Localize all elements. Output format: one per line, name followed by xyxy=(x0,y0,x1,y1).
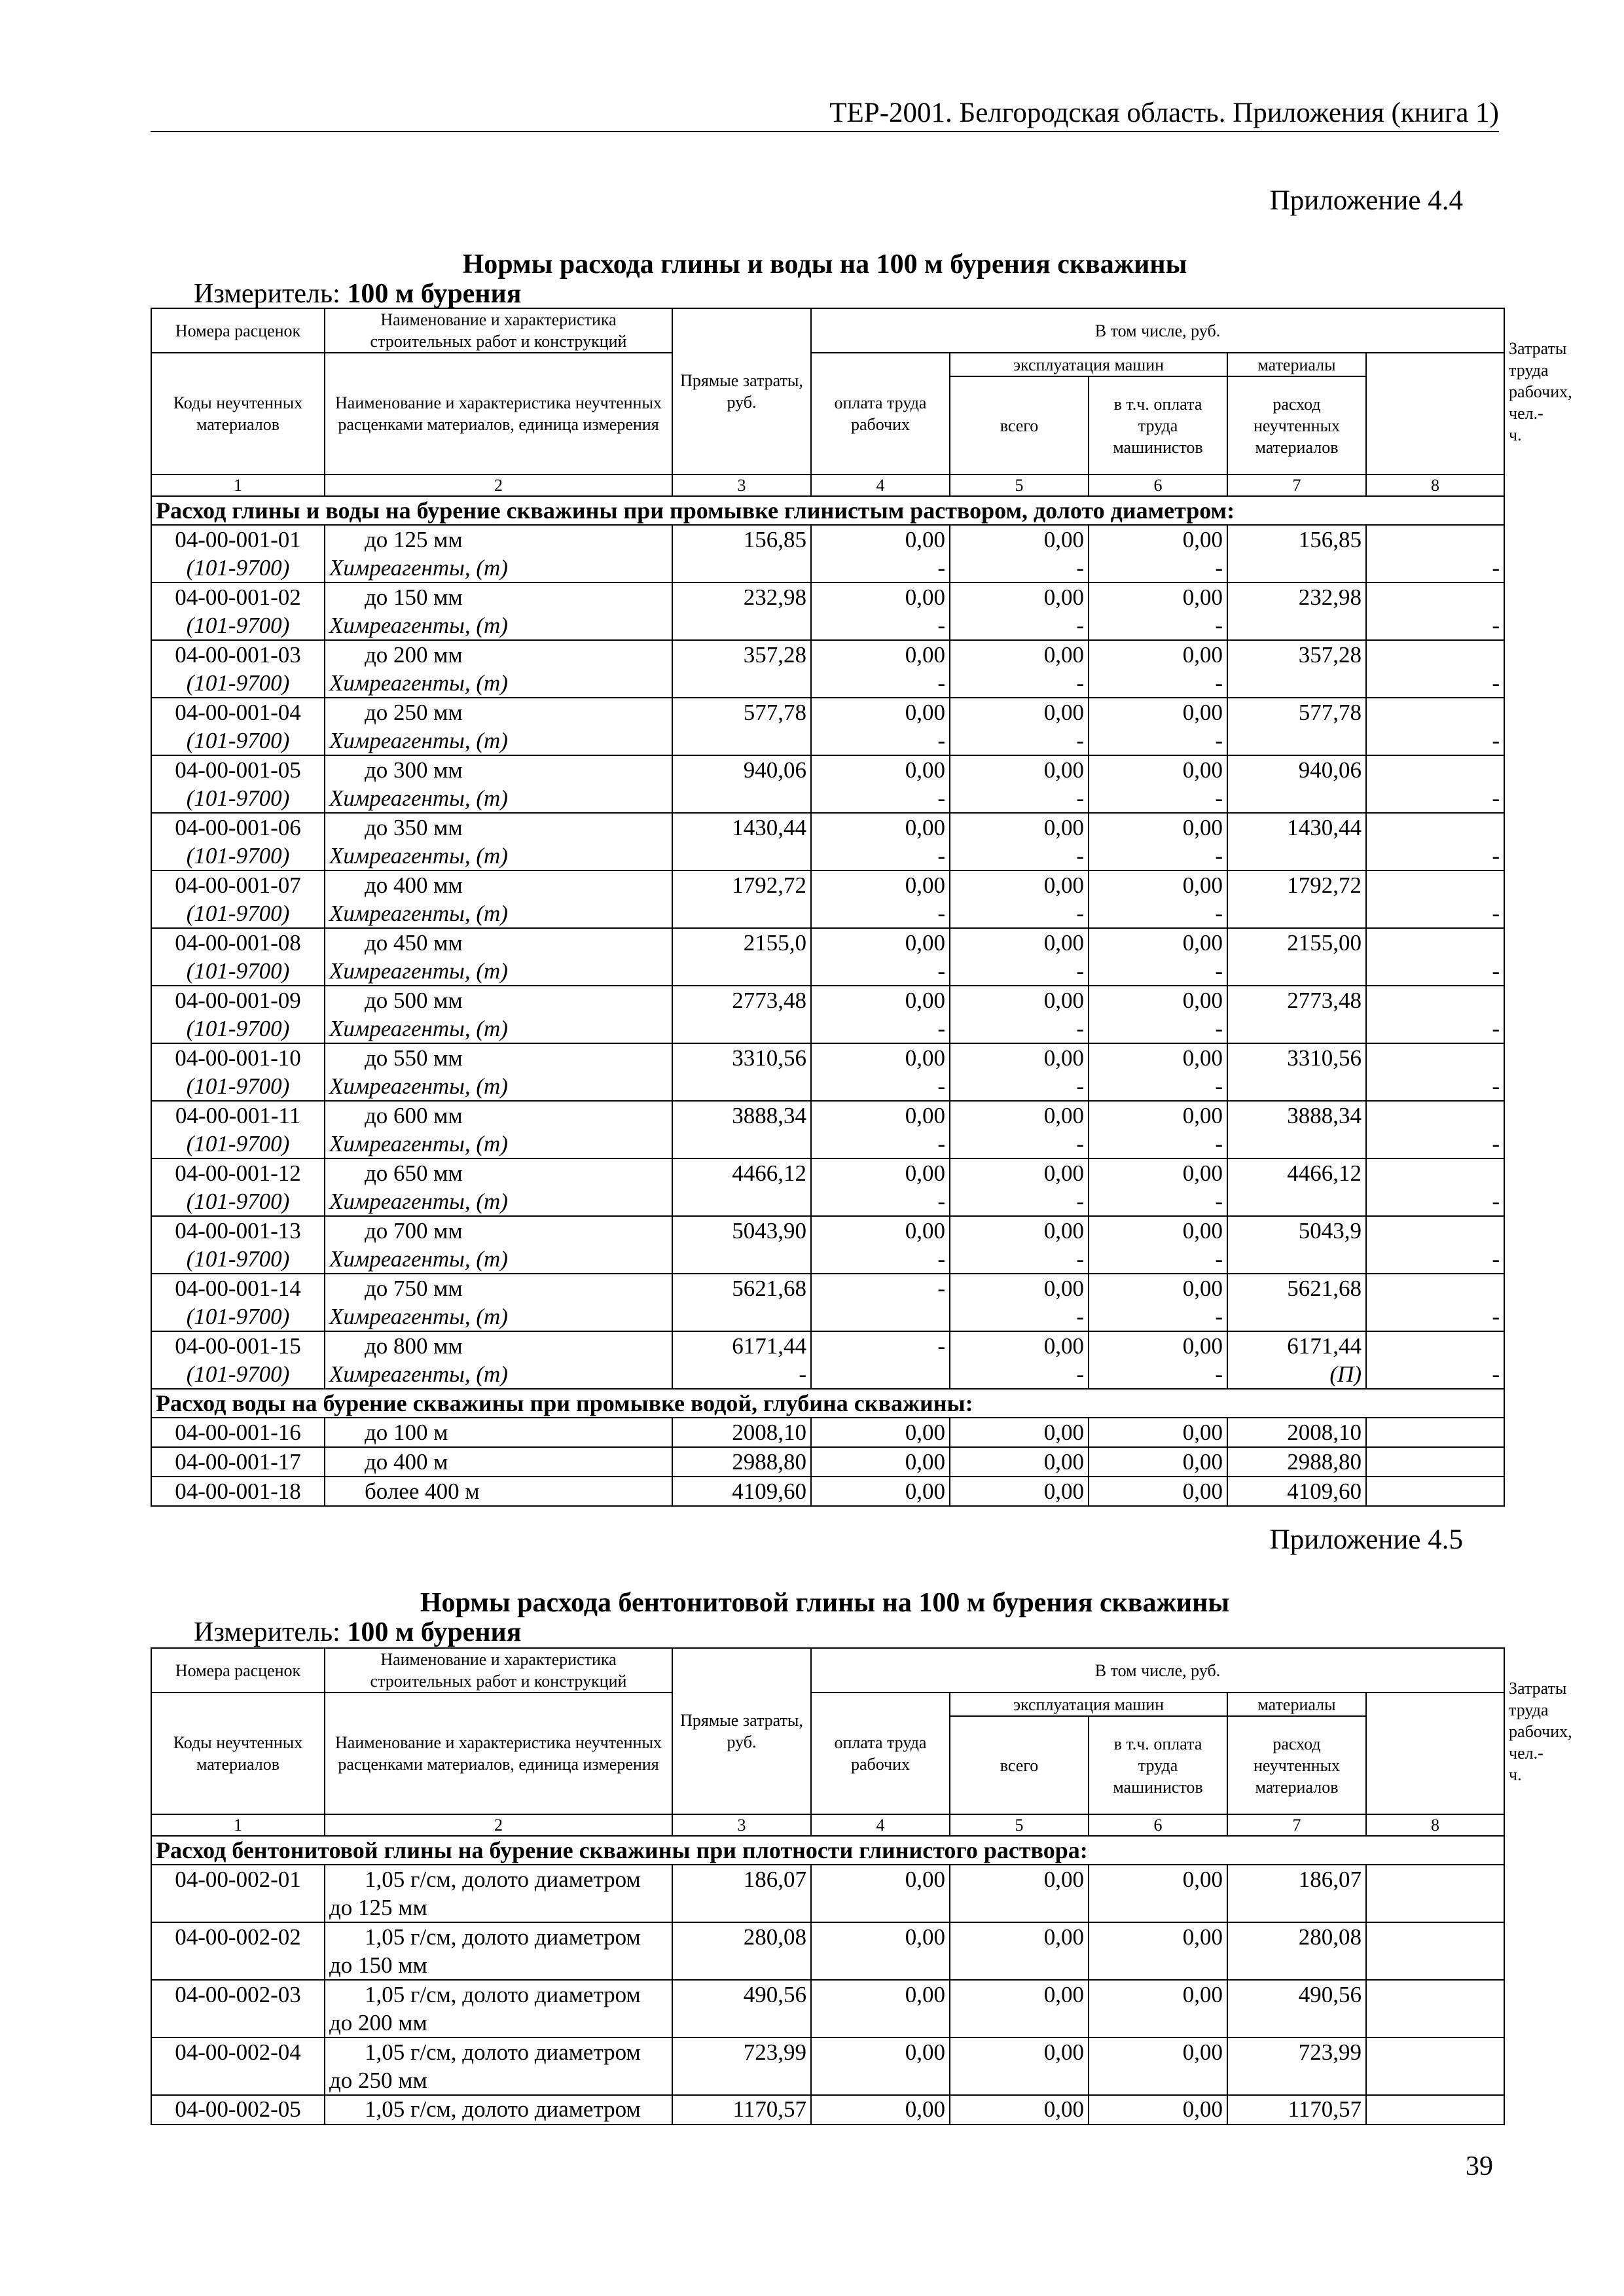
col-head-codes: Коды неучтенных материалов xyxy=(151,1693,325,1814)
materials: 6171,44 (П) xyxy=(1227,1331,1366,1389)
col-head-direct: Прямые затраты, руб. xyxy=(672,308,811,475)
rate-code: 04-00-001-02 (101-9700) xyxy=(151,583,325,640)
labor-hours xyxy=(1366,2095,1504,2125)
labor-hours: - xyxy=(1366,1216,1504,1274)
table-row xyxy=(151,1922,1504,1980)
column-number: 5 xyxy=(950,475,1089,496)
labor-pay: 0,00 - xyxy=(811,583,950,640)
col-head-incl: В том числе, руб. xyxy=(811,1648,1504,1693)
materials: 4466,12 xyxy=(1227,1158,1366,1216)
direct-cost: 940,06 xyxy=(672,755,811,813)
section-row xyxy=(151,1389,1504,1418)
rate-name: до 700 мм Химреагенты, (т) xyxy=(325,1216,672,1274)
materials: 186,07 xyxy=(1227,1865,1366,1922)
direct-cost: 357,28 xyxy=(672,640,811,698)
rate-name: до 200 мм Химреагенты, (т) xyxy=(325,640,672,698)
column-number: 3 xyxy=(672,1814,811,1836)
rate-code: 04-00-001-11 (101-9700) xyxy=(151,1101,325,1158)
labor-pay: 0,00 - xyxy=(811,640,950,698)
labor-pay: 0,00 - xyxy=(811,698,950,755)
col-head-incl-mach: в т.ч. оплата труда машинистов xyxy=(1089,376,1227,475)
direct-cost: 3888,34 xyxy=(672,1101,811,1158)
machinists-pay: 0,00 - xyxy=(1089,1216,1227,1274)
materials: 4109,60 xyxy=(1227,1477,1366,1506)
table-row xyxy=(151,986,1504,1043)
materials: 577,78 xyxy=(1227,698,1366,755)
direct-cost: 1792,72 xyxy=(672,870,811,928)
table-row xyxy=(151,1447,1504,1477)
col-head-name: Наименование и характеристика строительных работ и конструкций xyxy=(325,308,672,353)
rate-code: 04-00-001-05 (101-9700) xyxy=(151,755,325,813)
table-row xyxy=(151,1101,1504,1158)
rate-name: до 150 мм Химреагенты, (т) xyxy=(325,583,672,640)
labor-pay: 0,00 xyxy=(811,1980,950,2037)
machines-all: 0,00 xyxy=(950,1865,1089,1922)
direct-cost: 1170,57 xyxy=(672,2095,811,2125)
labor-pay: 0,00 - xyxy=(811,986,950,1043)
column-number: 4 xyxy=(811,1814,950,1836)
col-head-incl: В том числе, руб. xyxy=(811,308,1504,353)
col-head-cons: расход неучтенных материалов xyxy=(1227,1716,1366,1814)
rate-name: до 400 м xyxy=(325,1447,672,1477)
rate-code: 04-00-001-07 (101-9700) xyxy=(151,870,325,928)
materials: 1430,44 xyxy=(1227,813,1366,870)
machines-all: 0,00 xyxy=(950,1418,1089,1447)
machines-all: 0,00 - xyxy=(950,1158,1089,1216)
machines-all: 0,00 - xyxy=(950,1274,1089,1331)
rate-code: 04-00-001-14 (101-9700) xyxy=(151,1274,325,1331)
rate-code: 04-00-001-06 (101-9700) xyxy=(151,813,325,870)
materials: 940,06 xyxy=(1227,755,1366,813)
column-number: 1 xyxy=(151,1814,325,1836)
direct-cost: 2155,0 xyxy=(672,928,811,986)
machinists-pay: 0,00 - xyxy=(1089,928,1227,986)
machinists-pay: 0,00 - xyxy=(1089,1158,1227,1216)
machinists-pay: 0,00 - xyxy=(1089,1043,1227,1101)
machinists-pay: 0,00 xyxy=(1089,1922,1227,1980)
labor-pay: 0,00 xyxy=(811,2037,950,2095)
col-head-cons: расход неучтенных материалов xyxy=(1227,376,1366,475)
machines-all: 0,00 - xyxy=(950,583,1089,640)
direct-cost: 1430,44 xyxy=(672,813,811,870)
machinists-pay: 0,00 - xyxy=(1089,1101,1227,1158)
labor-hours: - xyxy=(1366,698,1504,755)
table-row xyxy=(151,1865,1504,1922)
direct-cost: 2008,10 xyxy=(672,1418,811,1447)
col-head-incl-mach: в т.ч. оплата труда машинистов xyxy=(1089,1716,1227,1814)
labor-hours: - xyxy=(1366,755,1504,813)
machines-all: 0,00 xyxy=(950,2037,1089,2095)
rate-code: 04-00-001-15 (101-9700) xyxy=(151,1331,325,1389)
rate-code: 04-00-002-01 xyxy=(151,1865,325,1922)
section-title: Расход бентонитовой глины на бурение скважины при плотности глинистого раствора: xyxy=(151,1836,1504,1865)
header-row: Номера расценок Наименование и характеристика строительных работ и конструкций Прямые затраты, руб. В том числе, руб. Затраты труда рабочих, чел.-ч. xyxy=(151,308,1504,353)
table-row xyxy=(151,2095,1504,2125)
norms-table-4-4 xyxy=(151,308,1572,1507)
labor-hours: - xyxy=(1366,870,1504,928)
machinists-pay: 0,00 - xyxy=(1089,986,1227,1043)
col-head-all: всего xyxy=(950,376,1089,475)
labor-hours: - xyxy=(1366,928,1504,986)
machines-all: 0,00 - xyxy=(950,1101,1089,1158)
rate-code: 04-00-001-18 xyxy=(151,1477,325,1506)
rate-name: до 400 мм Химреагенты, (т) xyxy=(325,870,672,928)
direct-cost: 4109,60 xyxy=(672,1477,811,1506)
machines-all: 0,00 - xyxy=(950,1043,1089,1101)
rate-name: до 650 мм Химреагенты, (т) xyxy=(325,1158,672,1216)
rate-name: до 100 м xyxy=(325,1418,672,1447)
measure-unit: Измеритель: 100 м бурения xyxy=(194,1617,522,1647)
labor-hours xyxy=(1366,1447,1504,1477)
labor-pay: 0,00 - xyxy=(811,525,950,583)
machinists-pay: 0,00 xyxy=(1089,1865,1227,1922)
labor-hours: - xyxy=(1366,1274,1504,1331)
materials: 3888,34 xyxy=(1227,1101,1366,1158)
col-head-name2: Наименование и характеристика неучтенных расценками материалов, единица измерения xyxy=(325,1693,672,1814)
column-number: 7 xyxy=(1227,1814,1366,1836)
table-row xyxy=(151,1216,1504,1274)
direct-cost: 3310,56 xyxy=(672,1043,811,1101)
labor-hours: - xyxy=(1366,640,1504,698)
col-head-num: Номера расценок xyxy=(151,308,325,353)
materials: 1792,72 xyxy=(1227,870,1366,928)
labor-hours: - xyxy=(1366,583,1504,640)
table-row xyxy=(151,813,1504,870)
machinists-pay: 0,00 xyxy=(1089,1477,1227,1506)
materials: 2773,48 xyxy=(1227,986,1366,1043)
column-number: 6 xyxy=(1089,475,1227,496)
column-number: 1 xyxy=(151,475,325,496)
direct-cost: 5043,90 xyxy=(672,1216,811,1274)
rate-name: 1,05 г/см, долото диаметром до 200 мм xyxy=(325,1980,672,2037)
table-row xyxy=(151,1331,1504,1389)
col-head-exp: эксплуатация машин xyxy=(950,353,1227,376)
column-number: 2 xyxy=(325,475,672,496)
machinists-pay: 0,00 - xyxy=(1089,640,1227,698)
machinists-pay: 0,00 - xyxy=(1089,870,1227,928)
col-head-codes: Коды неучтенных материалов xyxy=(151,353,325,475)
appendix-label: Приложение 4.4 xyxy=(1269,185,1463,216)
rate-code: 04-00-001-10 (101-9700) xyxy=(151,1043,325,1101)
direct-cost: 490,56 xyxy=(672,1980,811,2037)
table-row xyxy=(151,928,1504,986)
machinists-pay: 0,00 xyxy=(1089,1418,1227,1447)
rate-code: 04-00-001-03 (101-9700) xyxy=(151,640,325,698)
materials: 232,98 xyxy=(1227,583,1366,640)
rate-code: 04-00-001-04 (101-9700) xyxy=(151,698,325,755)
rate-name: до 350 мм Химреагенты, (т) xyxy=(325,813,672,870)
table-row xyxy=(151,583,1504,640)
col-head-exp: эксплуатация машин xyxy=(950,1693,1227,1716)
rate-code: 04-00-001-17 xyxy=(151,1447,325,1477)
rate-code: 04-00-001-09 (101-9700) xyxy=(151,986,325,1043)
labor-pay: 0,00 - xyxy=(811,928,950,986)
rate-code: 04-00-001-12 (101-9700) xyxy=(151,1158,325,1216)
column-number: 8 xyxy=(1366,1814,1504,1836)
rate-code: 04-00-001-01 (101-9700) xyxy=(151,525,325,583)
col-head-pay: оплата труда рабочих xyxy=(811,353,950,475)
column-numbers xyxy=(151,1814,1504,1836)
col-head-direct: Прямые затраты, руб. xyxy=(672,1648,811,1814)
machinists-pay: 0,00 xyxy=(1089,2037,1227,2095)
table-row xyxy=(151,755,1504,813)
rate-name: 1,05 г/см, долото диаметром xyxy=(325,2095,672,2125)
rate-name: более 400 м xyxy=(325,1477,672,1506)
labor-hours xyxy=(1366,2037,1504,2095)
materials: 156,85 xyxy=(1227,525,1366,583)
col-head-pay: оплата труда рабочих xyxy=(811,1693,950,1814)
materials: 1170,57 xyxy=(1227,2095,1366,2125)
labor-hours: - xyxy=(1366,525,1504,583)
measure-unit: Измеритель: 100 м бурения xyxy=(194,279,522,309)
direct-cost: 186,07 xyxy=(672,1865,811,1922)
machines-all: 0,00 - xyxy=(950,1331,1089,1389)
rate-name: 1,05 г/см, долото диаметром до 125 мм xyxy=(325,1865,672,1922)
labor-hours xyxy=(1366,1980,1504,2037)
direct-cost: 6171,44 - xyxy=(672,1331,811,1389)
rate-name: 1,05 г/см, долото диаметром до 250 мм xyxy=(325,2037,672,2095)
column-number: 6 xyxy=(1089,1814,1227,1836)
rate-code: 04-00-001-16 xyxy=(151,1418,325,1447)
labor-pay: 0,00 - xyxy=(811,1101,950,1158)
section-row xyxy=(151,496,1504,525)
table-row xyxy=(151,870,1504,928)
materials: 2155,00 xyxy=(1227,928,1366,986)
materials: 490,56 xyxy=(1227,1980,1366,2037)
labor-pay: 0,00 xyxy=(811,2095,950,2125)
rate-name: до 500 мм Химреагенты, (т) xyxy=(325,986,672,1043)
rate-code: 04-00-002-02 xyxy=(151,1922,325,1980)
labor-hours xyxy=(1366,1418,1504,1447)
labor-hours: - xyxy=(1366,1331,1504,1389)
labor-pay: 0,00 xyxy=(811,1477,950,1506)
column-number: 8 xyxy=(1366,475,1504,496)
rate-name: до 125 мм Химреагенты, (т) xyxy=(325,525,672,583)
column-number: 5 xyxy=(950,1814,1089,1836)
materials: 280,08 xyxy=(1227,1922,1366,1980)
table-title: Нормы расхода глины и воды на 100 м бурения скважины xyxy=(462,249,1187,279)
labor-pay: 0,00 - xyxy=(811,870,950,928)
page-number: 39 xyxy=(1466,2151,1493,2181)
materials: 357,28 xyxy=(1227,640,1366,698)
section-title: Расход глины и воды на бурение скважины при промывке глинистым раствором, долото диаметром: xyxy=(151,496,1504,525)
machines-all: 0,00 xyxy=(950,2095,1089,2125)
labor-hours: - xyxy=(1366,986,1504,1043)
machines-all: 0,00 xyxy=(950,1922,1089,1980)
table-title: Нормы расхода бентонитовой глины на 100 м бурения скважины xyxy=(420,1588,1230,1618)
direct-cost: 723,99 xyxy=(672,2037,811,2095)
materials: 2988,80 xyxy=(1227,1447,1366,1477)
labor-pay: 0,00 - xyxy=(811,1216,950,1274)
rate-name: до 250 мм Химреагенты, (т) xyxy=(325,698,672,755)
materials: 2008,10 xyxy=(1227,1418,1366,1447)
column-number: 4 xyxy=(811,475,950,496)
col-head-all: всего xyxy=(950,1716,1089,1814)
direct-cost: 280,08 xyxy=(672,1922,811,1980)
rate-name: до 450 мм Химреагенты, (т) xyxy=(325,928,672,986)
rate-code: 04-00-001-08 (101-9700) xyxy=(151,928,325,986)
rate-code: 04-00-002-04 xyxy=(151,2037,325,2095)
norms-table-4-5 xyxy=(151,1647,1572,2125)
direct-cost: 4466,12 xyxy=(672,1158,811,1216)
rate-code: 04-00-001-13 (101-9700) xyxy=(151,1216,325,1274)
direct-cost: 232,98 xyxy=(672,583,811,640)
labor-hours xyxy=(1366,1477,1504,1506)
machines-all: 0,00 - xyxy=(950,755,1089,813)
machinists-pay: 0,00 - xyxy=(1089,525,1227,583)
labor-hours xyxy=(1366,1865,1504,1922)
running-header: ТЕР-2001. Белгородская область. Приложения (книга 1) xyxy=(829,98,1499,128)
labor-pay: 0,00 xyxy=(811,1447,950,1477)
machines-all: 0,00 - xyxy=(950,640,1089,698)
rate-code: 04-00-002-03 xyxy=(151,1980,325,2037)
table-row xyxy=(151,2037,1504,2095)
labor-pay: - xyxy=(811,1331,950,1389)
labor-pay: 0,00 xyxy=(811,1418,950,1447)
rate-name: до 550 мм Химреагенты, (т) xyxy=(325,1043,672,1101)
labor-pay: - xyxy=(811,1274,950,1331)
machines-all: 0,00 - xyxy=(950,986,1089,1043)
machines-all: 0,00 xyxy=(950,1477,1089,1506)
column-number: 2 xyxy=(325,1814,672,1836)
machines-all: 0,00 - xyxy=(950,525,1089,583)
direct-cost: 5621,68 xyxy=(672,1274,811,1331)
machinists-pay: 0,00 - xyxy=(1089,813,1227,870)
direct-cost: 577,78 xyxy=(672,698,811,755)
materials: 5621,68 xyxy=(1227,1274,1366,1331)
table-row xyxy=(151,640,1504,698)
machinists-pay: 0,00 xyxy=(1089,1980,1227,2037)
table-row xyxy=(151,1158,1504,1216)
machinists-pay: 0,00 - xyxy=(1089,1274,1227,1331)
col-head-mat: материалы xyxy=(1227,353,1366,376)
machinists-pay: 0,00 - xyxy=(1089,1331,1227,1389)
machinists-pay: 0,00 - xyxy=(1089,583,1227,640)
direct-cost: 2988,80 xyxy=(672,1447,811,1477)
machinists-pay: 0,00 xyxy=(1089,1447,1227,1477)
labor-pay: 0,00 xyxy=(811,1865,950,1922)
table-row xyxy=(151,698,1504,755)
materials: 3310,56 xyxy=(1227,1043,1366,1101)
rate-name: до 800 мм Химреагенты, (т) xyxy=(325,1331,672,1389)
machinists-pay: 0,00 - xyxy=(1089,755,1227,813)
table-row xyxy=(151,1980,1504,2037)
col-head-name: Наименование и характеристика строительных работ и конструкций xyxy=(325,1648,672,1693)
machines-all: 0,00 xyxy=(950,1447,1089,1477)
rate-name: до 750 мм Химреагенты, (т) xyxy=(325,1274,672,1331)
labor-hours: - xyxy=(1366,1043,1504,1101)
machines-all: 0,00 xyxy=(950,1980,1089,2037)
table-row xyxy=(151,1418,1504,1447)
section-title: Расход воды на бурение скважины при промывке водой, глубина скважины: xyxy=(151,1389,1504,1418)
column-numbers xyxy=(151,475,1504,496)
section-row xyxy=(151,1836,1504,1865)
machines-all: 0,00 - xyxy=(950,928,1089,986)
rate-name: 1,05 г/см, долото диаметром до 150 мм xyxy=(325,1922,672,1980)
materials: 5043,9 xyxy=(1227,1216,1366,1274)
column-number: 3 xyxy=(672,475,811,496)
machines-all: 0,00 - xyxy=(950,698,1089,755)
appendix-label: Приложение 4.5 xyxy=(1269,1524,1463,1555)
column-number: 7 xyxy=(1227,475,1366,496)
machines-all: 0,00 - xyxy=(950,1216,1089,1274)
machinists-pay: 0,00 xyxy=(1089,2095,1227,2125)
table-row xyxy=(151,1477,1504,1506)
labor-hours xyxy=(1366,1922,1504,1980)
machines-all: 0,00 - xyxy=(950,870,1089,928)
labor-pay: 0,00 - xyxy=(811,1043,950,1101)
labor-hours: - xyxy=(1366,1101,1504,1158)
labor-pay: 0,00 - xyxy=(811,755,950,813)
labor-pay: 0,00 xyxy=(811,1922,950,1980)
labor-pay: 0,00 - xyxy=(811,813,950,870)
header-row: Номера расценок Наименование и характеристика строительных работ и конструкций Прямые затраты, руб. В том числе, руб. Затраты труда рабочих, чел.-ч. xyxy=(151,1648,1504,1693)
labor-pay: 0,00 - xyxy=(811,1158,950,1216)
labor-hours: - xyxy=(1366,813,1504,870)
header-rule xyxy=(151,131,1499,132)
rate-code: 04-00-002-05 xyxy=(151,2095,325,2125)
rate-name: до 300 мм Химреагенты, (т) xyxy=(325,755,672,813)
col-head-mat: материалы xyxy=(1227,1693,1366,1716)
labor-hours: - xyxy=(1366,1158,1504,1216)
col-head-num: Номера расценок xyxy=(151,1648,325,1693)
table-row xyxy=(151,525,1504,583)
table-row xyxy=(151,1043,1504,1101)
table-row xyxy=(151,1274,1504,1331)
direct-cost: 156,85 xyxy=(672,525,811,583)
direct-cost: 2773,48 xyxy=(672,986,811,1043)
machinists-pay: 0,00 - xyxy=(1089,698,1227,755)
col-head-name2: Наименование и характеристика неучтенных расценками материалов, единица измерения xyxy=(325,353,672,475)
materials: 723,99 xyxy=(1227,2037,1366,2095)
machines-all: 0,00 - xyxy=(950,813,1089,870)
rate-name: до 600 мм Химреагенты, (т) xyxy=(325,1101,672,1158)
